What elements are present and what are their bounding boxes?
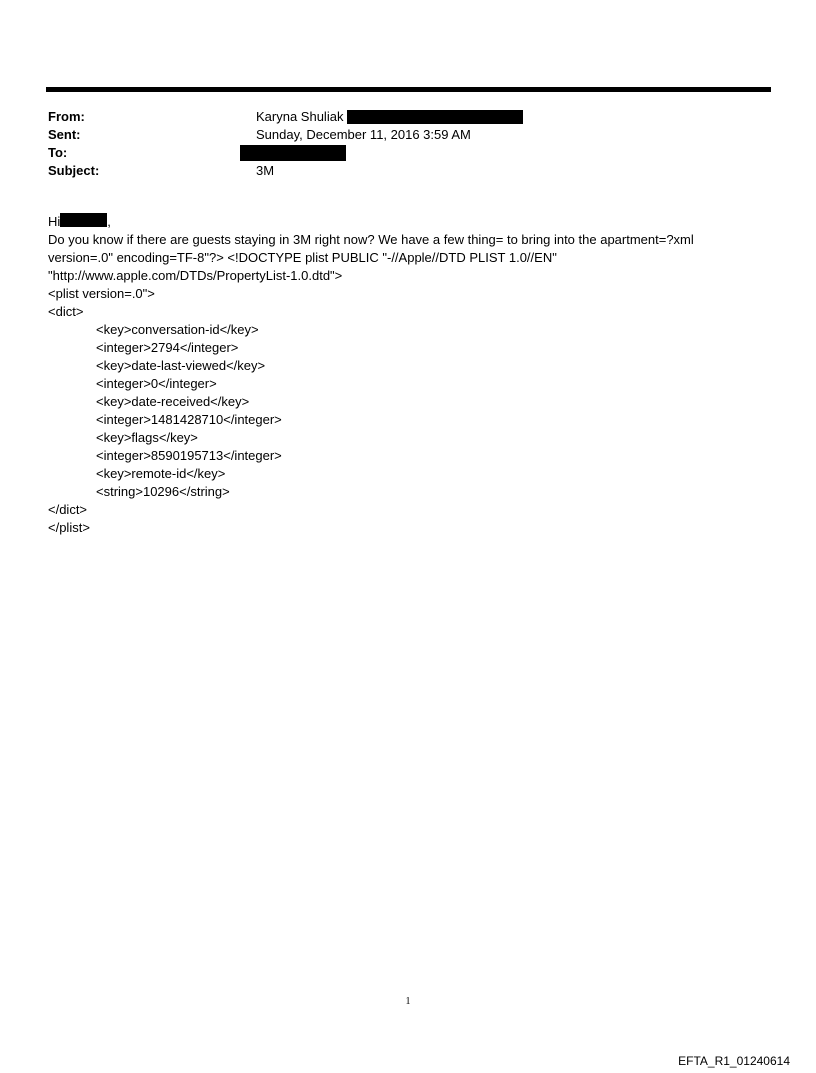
body-line: version=.0" encoding=TF-8"?> <!DOCTYPE plist PUBLIC "-//Apple//DTD PLIST 1.0//EN" [48, 250, 557, 265]
body-line: <dict> [48, 304, 84, 319]
header-divider [46, 87, 771, 92]
greeting-prefix: Hi [48, 214, 61, 229]
sender-name: Karyna Shuliak [256, 109, 344, 124]
redaction-block [347, 110, 523, 124]
subject-row [48, 162, 748, 180]
greeting-line [48, 213, 768, 231]
sent-row [48, 126, 748, 144]
dict-line: <integer>0</integer> [96, 376, 217, 391]
dict-line: <integer>2794</integer> [96, 340, 239, 355]
dict-line: <string>10296</string> [96, 484, 230, 499]
from-row [48, 108, 748, 126]
greeting-suffix: , [107, 214, 111, 229]
dict-line: <integer>1481428710</integer> [96, 412, 282, 427]
from-value [256, 108, 523, 126]
body-line: <plist version=.0"> [48, 286, 155, 301]
to-label: To: [48, 145, 68, 160]
email-body [48, 213, 768, 537]
sent-label: Sent: [48, 127, 81, 142]
closing-line: </plist> [48, 520, 90, 535]
subject-value: 3M [256, 163, 275, 178]
subject-label: Subject: [48, 163, 100, 178]
from-label: From: [48, 109, 85, 124]
page-number: 1 [405, 996, 411, 1007]
dict-line: <key>date-received</key> [96, 394, 250, 409]
redaction-block [60, 213, 107, 227]
dict-line: <key>conversation-id</key> [96, 322, 259, 337]
body-line: Do you know if there are guests staying in 3M right now? We have a few thing= to bring into the apartment=?xml [48, 232, 694, 247]
dict-line: <key>remote-id</key> [96, 466, 226, 481]
dict-line: <key>flags</key> [96, 430, 198, 445]
redaction-block [240, 145, 346, 161]
closing-line: </dict> [48, 502, 88, 517]
to-row [48, 144, 748, 162]
email-header [48, 108, 748, 180]
dict-line: <integer>8590195713</integer> [96, 448, 282, 463]
dict-line: <key>date-last-viewed</key> [96, 358, 266, 373]
bates-number: EFTA_R1_01240614 [678, 1054, 790, 1068]
body-line: "http://www.apple.com/DTDs/PropertyList-1.0.dtd"> [48, 268, 343, 283]
sent-value: Sunday, December 11, 2016 3:59 AM [256, 127, 471, 142]
